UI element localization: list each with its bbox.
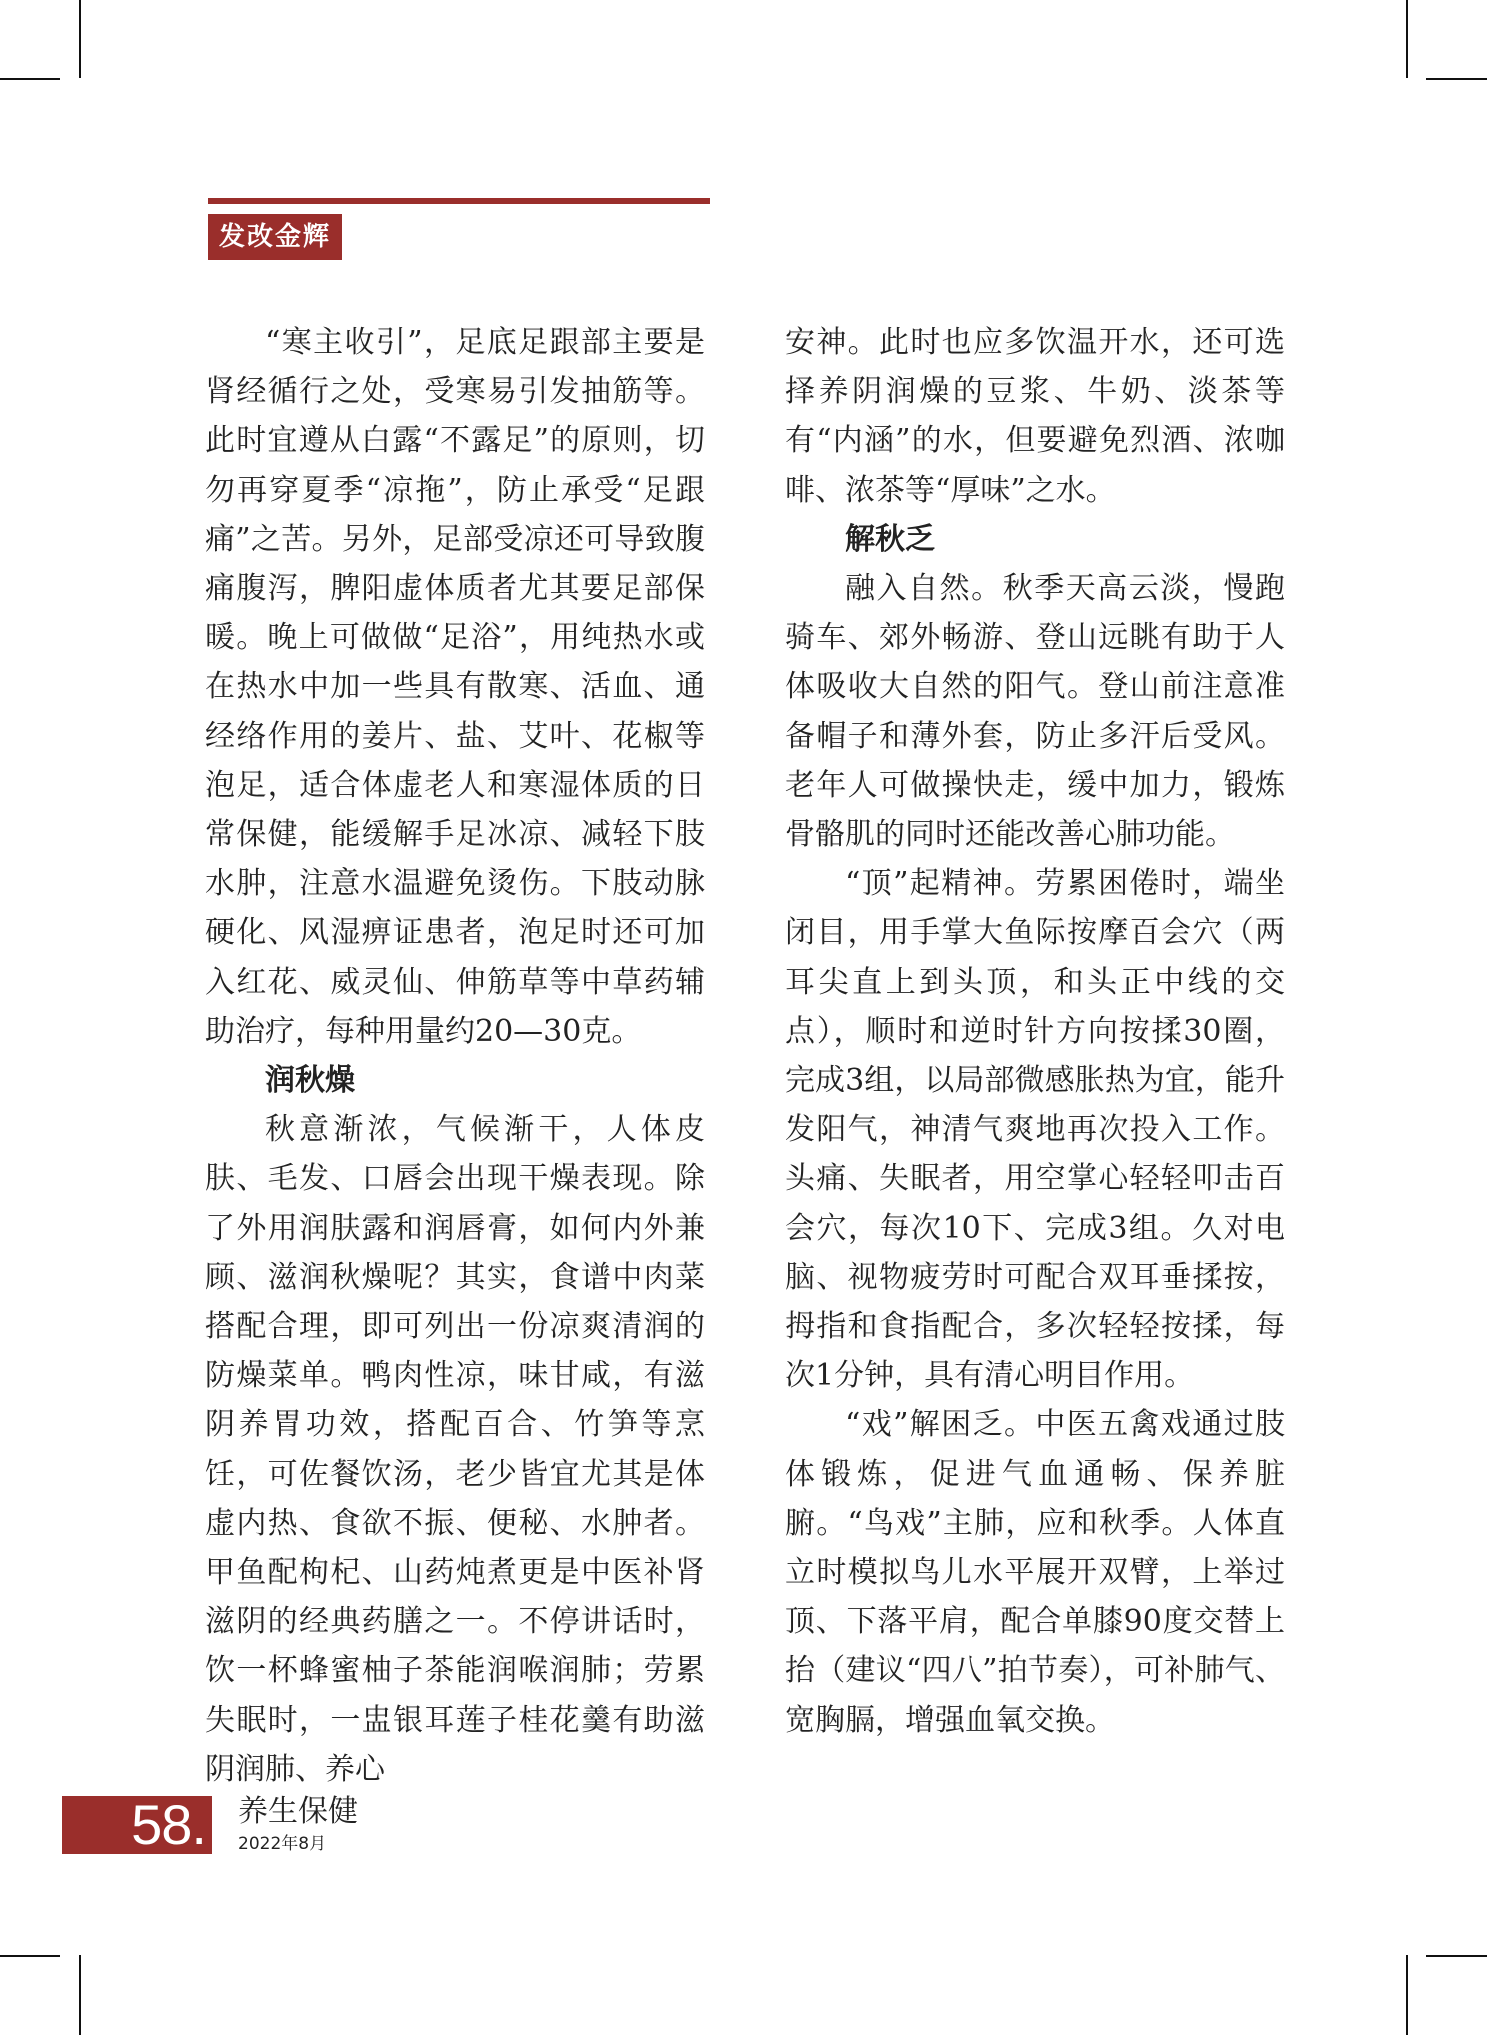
- crop-mark-bottom-left-v: [79, 1955, 81, 2035]
- magazine-title: 养生保健: [238, 1794, 358, 1829]
- crop-mark-top-left-v: [79, 0, 81, 78]
- issue-date: 2022年8月: [238, 1834, 327, 1854]
- right-column: [785, 318, 1285, 1745]
- crop-mark-top-right-h: [1426, 78, 1487, 80]
- crop-mark-top-left-h: [0, 78, 60, 80]
- body-paragraph: 安神。此时也应多饮温开水，还可选择养阴润燥的豆浆、牛奶、淡茶等有“内涵”的水，但要避免烈酒、浓咖啡、浓茶等“厚味”之水。: [785, 325, 1285, 508]
- crop-mark-bottom-right-h: [1426, 1955, 1487, 1957]
- body-paragraph: 秋意渐浓，气候渐干，人体皮肤、毛发、口唇会出现干燥表现。除了外用润肤露和润唇膏，如何内外兼顾、滋润秋燥呢？其实，食谱中肉菜搭配合理，即可列出一份凉爽清润的防燥菜单。鸭肉性凉，味甘咸，有滋阴养胃功效，搭配百合、竹笋等烹饪，可佐餐饮汤，老少皆宜尤其是体虚内热、食欲不振、便秘、水肿者。甲鱼配枸杞、山药炖煮更是中医补肾滋阴的经典药膳之一。不停讲话时，饮一杯蜂蜜柚子茶能润喉润肺；劳累失眠时，一盅银耳莲子桂花羹有助滋阴润肺、养心: [205, 1112, 705, 1787]
- body-paragraph: 融入自然。秋季天高云淡，慢跑骑车、郊外畅游、登山远眺有助于人体吸收大自然的阳气。登山前注意准备帽子和薄外套，防止多汗后受风。老年人可做操快走，缓中加力，锻炼骨骼肌的同时还能改善心肺功能。: [785, 571, 1285, 853]
- section-heading: 解秋乏: [845, 521, 935, 557]
- left-column: [205, 318, 705, 1794]
- body-paragraph: “寒主收引”，足底足跟部主要是肾经循行之处，受寒易引发抽筋等。此时宜遵从白露“不露足”的原则，切勿再穿夏季“凉拖”，防止承受“足跟痛”之苦。另外，足部受凉还可导致腹痛腹泻，脾阳虚体质者尤其要足部保暖。晚上可做做“足浴”，用纯热水或在热水中加一些具有散寒、活血、通经络作用的姜片、盐、艾叶、花椒等泡足，适合体虚老人和寒湿体质的日常保健，能缓解手足冰凉、减轻下肢水肿，注意水温避免烫伤。下肢动脉硬化、风湿痹证患者，泡足时还可加入红花、威灵仙、伸筋草等中草药辅助治疗，每种用量约20—30克。: [205, 325, 705, 1049]
- section-heading: 润秋燥: [265, 1063, 355, 1099]
- crop-mark-bottom-left-h: [0, 1955, 60, 1957]
- body-paragraph: “戏”解困乏。中医五禽戏通过肢体锻炼，促进气血通畅、保养脏腑。“鸟戏”主肺，应和秋季。人体直立时模拟鸟儿水平展开双臂，上举过顶、下落平肩，配合单膝90度交替上抬（建议“四八”拍节奏），可补肺气、宽胸膈，增强血氧交换。: [785, 1407, 1285, 1738]
- page-number: 58.: [62, 1796, 212, 1854]
- body-paragraph: “顶”起精神。劳累困倦时，端坐闭目，用手掌大鱼际按摩百会穴（两耳尖直上到头顶，和头正中线的交点），顺时和逆时针方向按揉30圈，完成3组，以局部微感胀热为宜，能升发阳气，神清气爽地再次投入工作。头痛、失眠者，用空掌心轻轻叩击百会穴，每次10下、完成3组。久对电脑、视物疲劳时可配合双耳垂揉按，拇指和食指配合，多次轻轻按揉，每次1分钟，具有清心明目作用。: [785, 866, 1285, 1394]
- page-number-block: [62, 1793, 212, 1856]
- crop-mark-bottom-right-v: [1406, 1955, 1408, 2035]
- header-rule: [208, 198, 710, 204]
- crop-mark-top-right-v: [1406, 0, 1408, 78]
- section-tag: 发改金辉: [208, 214, 342, 260]
